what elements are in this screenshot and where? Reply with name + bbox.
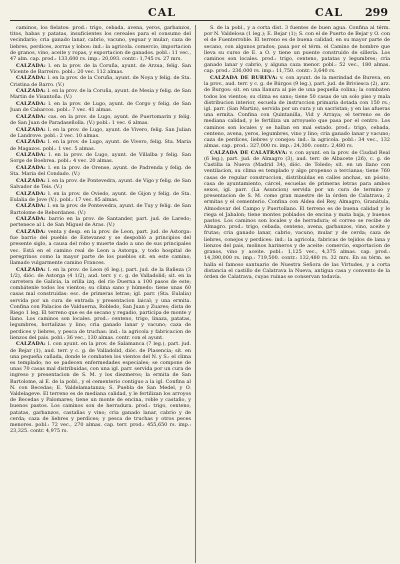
entry-headword: CALZADA: [16,228,46,235]
page-number: 299 [365,6,388,19]
entry-headword: CALZADA: [16,62,46,69]
entry-text: barrio en la prov. de Santander, part. jud. de Laredo; pertenece al l. de San Miguel de Aras. (V.) [10,216,191,229]
dictionary-entry [10,139,191,151]
entry-text: l. en la prov. de Lugo, ayunt. de Corgo y felig. de San Juan de Cabarcos. pobl.: 7 vec. 41 almas. [10,101,191,114]
dictionary-entry [10,127,191,139]
entry-headword: CALZADA: [16,190,46,197]
dictionary-entry [10,267,191,341]
left-column [10,25,196,563]
entry-text: l. en la prov. de la Coruña, ayunt. de Mesia y felig. de San Martin de Visantoña. (V.) [10,88,191,101]
page-header [10,6,390,21]
dictionary-entry [10,341,191,434]
dictionary-entry [10,25,191,62]
entry-text: venta y desp. en la prov. de Leon, part. jud. de Astorga: fue barrio del pueblo de Estevanez y se despobló a principios del presente siglo, a causa del robo y muerte dado a uno de sus principales vec. Está en el camino real de Leon a Astorga, y todo hospital de peregrinos como la mayor parte de los pueblos sit. en este camino, llamado vulgarmente camino Frances. [10,228,191,266]
entry-text: l. en la prov. de Pontevedra, ayunt. de Tuy y felig. de San Bartolome de Rebordanes. (V.) [10,203,191,216]
entry-text: l. en la prov. de Leon (6 leg.), part. jud. de la Bañeza (3 1/2), dióc. de Astorga (4 1/2), aud. terr. y c. g. de Valladolid; sit. en la carretera de Galicia, la orilla izq. del rio Duerna a 100 pasos de este; combátenle todos los vientos; su clima sano y húmedo: tiene unas 60 casas mal construidas: esc. de primeras letras; igl. parr. (Sta. Eulalia) servida por un cura de entrada y presentacion laical; y una ermita. Confina con Palacios de Valduerna, Robledo, San Juan y Zuares; dista de Riego 1 leg. El terreno que es de secano y regadio, participa de monte y llano. Los caminos son locales. prod.: centeno, trigo, linaza, patatas, legumbres, hortalizas y lino; cria ganado lanar y vacuno; caza de perdices y liebres, y pesca de truchas: ind.: la agricola y fabricacion de lienzos del pais. pobl.: 36 vec., 130 almas. contr. con el ayunt. [10,266,191,341]
entry-text: l. en la prov. de Lugo, ayunt. de Vivero, felig. San Julian de Landrove. pobl.: 2 vec. 10 almas. [10,126,191,139]
dictionary-entry [10,152,191,164]
dictionary-entry [10,165,191,177]
entry-text: l. en la prov. de Lugo, ayunt. de Villalba y felig. San Sorge de Boebrea. pobl.: 4 vec. 20 almas. [10,152,191,165]
dictionary-entry [10,191,191,203]
entry-headword: CALZADA: [16,113,46,120]
entry-headword: CALZADA: [16,203,46,210]
dictionary-entry [10,101,191,113]
entry-headword: CALZADA: [16,139,46,146]
entry-text: l. en la prov. de Oviedo, ayunt. de Gijon y felig. de Sta. Eulalia de Jove (V.). pobl.: 17 vec. 85 almas. [10,190,192,203]
entry-text: l. con ayunt. en la prov. de Salamanca (7 leg.), part. jud. de Bejar (1), aud. terr. y c. g. de Valladolid, dióc. de Plasencia; sit. en una pequeña cañada, donde le combaten los vientos del N. y S.: el clima es templado; no se padecen enfermedades especiales; se compone de unas 70 casas mal distribuidas, con una igl. parr. servida por un cura de ingreso y presentacion de S. M. y los diezmeros; la ermita de San Bartolome, al E. de la pobl., y el cementerio contiguo a la igl. Confina al N. con Becedas; E. Valdelamatanza; S. Puebla de San Medel, y O. Valdelageve. El terreno es de mediana calidad, y le fertilizan los arroyos de Becedas y Palomares; tiene un monte de encina, roble y castaño, y buenos pastos. Los caminos son de herradura. prod.: trigo, centeno, patatas, garbanzos, castañas y vino; cria ganado lanar, cabrio y de cerda; caza de liebres y perdices; y pesca de truchas y otros peces menores. pobl.: 72 vec., 270 almas. cap. terr. prod.: 455,650 rs. imp.: 23,325. contr. 4,975 rs. [10,341,192,435]
text-columns [10,25,390,563]
entry-headword: CALZADA: [16,164,46,171]
entry-headword: CALZADA: [16,126,46,133]
entry-text: cas. en la prov. de Lugo, ayunt. de Puertomarin y felig. de San Juan de Paradaseñolla. (V.) pobl.: 1 vec. 6 almas. [10,113,192,126]
entry-headword: CALZADA: [16,266,46,273]
entry-text: v. con ayunt. en la prov. de Ciudad Real (6 leg.), part. jud. de Almagro (3), aud. terr. de Albacete (26), c. g. de Castilla la Nueva (Madrid 34), dióc. de Toledo; sit. en un llano con ventilacion, su clima es templado y algo propenso a tercianas; tiene 760 casas de regular construccion, distribuidas en calles anchas, un pósito, casa de ayuntamiento, cárcel, escuelas de primeras letras para ambos sexos, igl. parr. (La Asuncion) servida por un cura de termino y presentacion de S. M. como gran maestre de la órden de Calatrava; 2 ermitas y el cementerio. Confina con Aldea del Rey, Almagro, Granátula, Almodovar del Campo y Puertollano. El terreno es de buena calidad y le riega el Jabalon; tiene montes poblados de encina y mata baja, y buenos pastos. Los caminos son locales y de herradura; el correo se recibe de Almagro. prod.: trigo, cebada, centeno, avena, garbanzos, vino, aceite y frutas; cria ganado lanar, cabrio, vacuno, mular y de cerda; caza de liebres, conejos y perdices: ind.: la agricola, fabricas de tejidos de lana y lienzos del pais, molinos harineros y de aceite: comercio, exportacion de granos, vino y aceite. pobl.: 1,125 vec., 4,375 almas. cap. prod.: 14,390,000 rs. imp.: 719,500. contr.: 132,480 rs. 32 mrs. En su térm. se halla el famoso santuario de Nuestra Señora de las Virtudes, y a corta distancia el castillo de Calatrava la Nueva, antigua casa y convento de la órden de Calatrava, cuyas ruinas se conservan todavía. [204,149,390,280]
entry-headword: CALZADA DE CALATRAVA: [210,149,288,156]
entry-headword: CALZADA: [16,177,46,184]
dictionary-entry [10,114,191,126]
running-head-left: CAL [148,6,177,19]
entry-headword: CALZADA DE BUREVA: [210,75,278,82]
entry-text: v. con ayunt. de la merindad de Bureva, en la prov., aud. terr. y c. g. de Búrgos (9 leg.), part. jud. de Briviesca (2), arz. de Burgos: sit. en una llanura al pie de una pequeña colina; la combaten todos los vientos; su clima es sano; tiene 50 casas de un solo piso y mala distribucion interior, escuela de instruccion primaria dotada con 150 rs.; igl. parr. (San Martin), servida por un cura y un sacristan; y en las afueras una ermita. Confina con Quintanilla, Vid y Arraya; el terreno es de mediana calidad, y le fertiliza un arroyuelo que pasa por el centro. Los caminos son locales y se hallan en mal estado. prod.: trigo, cebada, centeno, avena, yeros, legumbres, vino y lino; cria ganado lanar y vacuno; caza de perdices, liebres y conejos: ind.: la agricola. pobl.: 34 vec., 132 almas. cap. prod.: 327,000 rs. imp.: 24,300. contr.: 2,480 rs. [204,75,390,150]
entry-text: S. de la pobl., y a corta dist. 3 fuentes de buen agua. Confina al térm. por N. Valdelosa (1 leg.); E. Bejar (1); S. con el de Puerto de Bejar y O. con el de Fuenterroble. El terreno es de buena calidad, en su mayor parte de secano, con algunos prados; pasa por el térm. el Camino de hombre que lleva su curso de E. a O. y tiene un puente construido de sillería. Los caminos son locales. prod.: trigo, centeno, patatas y legumbres; cria ganado lanar y cabrio, y alguna caza menor. pobl.: 52 vec., 180 almas. cap. prod.: 236,000 rs. imp.: 11,750. contr.: 3,640 rs. [204,25,390,75]
dictionary-entry [10,203,191,215]
right-column [204,25,390,563]
entry-text: l. en la prov. de Pontevedra, ayunt. de Vigo y felig. de San Salvador de Teis. (V.) [10,177,191,190]
entry-text: l. en la prov. de Orense, ayunt. de Padrenda y felig. de Sta. Maria del Condado. (V.) [10,164,191,178]
dictionary-entry [10,229,191,266]
dictionary-entry [10,88,191,100]
dictionary-entry [10,63,191,75]
dictionary-entry [10,75,191,87]
dictionary-entry [10,216,191,228]
dictionary-entry [10,178,191,190]
entry-text: l. en la prov. de Lugo, ayunt. de Vivero, felig. Sta. Maria de Magazos. pobl.: 1 vec. 5 almas. [10,139,191,152]
dictionary-entry [204,150,390,280]
entry-headword: CALZADA: [16,216,46,223]
entry-headword: CALZADA: [16,75,46,82]
entry-headword: CALZADA: [16,88,46,95]
entry-text: l. en la prov. de la Coruña, ayunt. de Arzua, felig. San Vicente de Barreiro. pobl.: 20 vec. 112 almas. [10,62,191,75]
dictionary-entry [204,25,390,75]
entry-text: caminos, los fielatos: prod.: trigo, cebada, avena, yeros, garbanzos, titos, habas y patatas, insuficientes los cereales para el consumo del vecindario; cria ganado lanar, cabrio, vacuno, yeguar y mular; caza de liebres, perdices, zorras y lobos: ind.: la agricola. comercio, importacion de granos, vino, aceite y ropas, y exportacion de ganados. pobl.: 11 vec., 47 alm. cap. prod.: 133,600 rs. imp.: 20,093. contr.: 1,745 rs. 27 mrs. [10,25,191,63]
running-head-right: CAL [315,6,344,19]
entry-headword: CALZADA: [16,101,46,107]
entry-text: l. en la prov. de la Coruña, ayunt. de Noya y felig. de Sta. Cristina de Barro. (V.) [10,75,191,88]
entry-headword: CALZADA: [16,341,46,348]
dictionary-entry [204,75,390,149]
entry-headword: CALZADA: [16,152,46,159]
